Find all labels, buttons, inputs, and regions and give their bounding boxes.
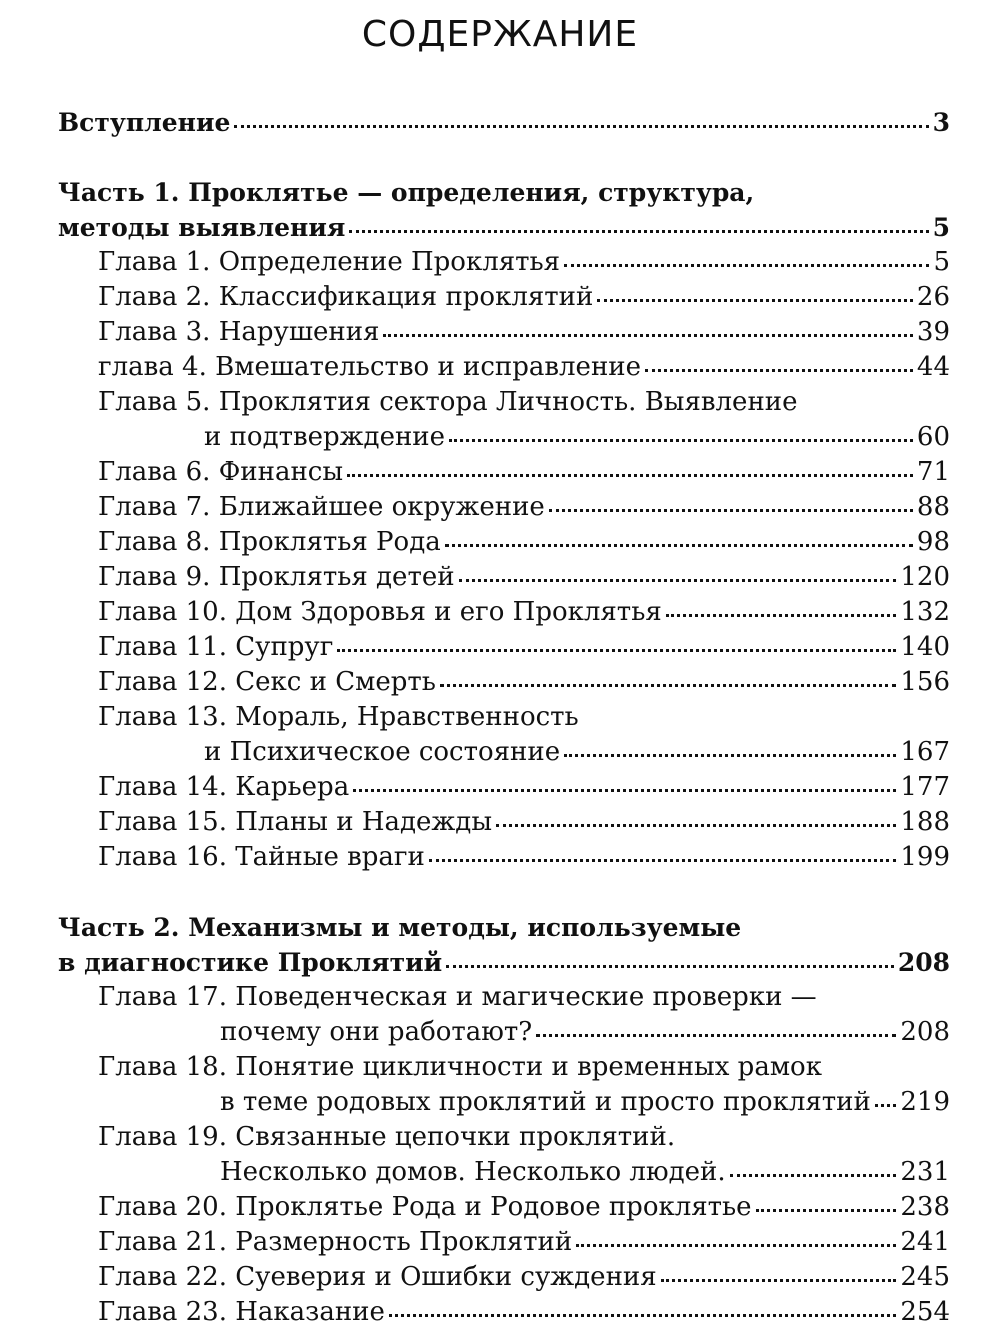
toc-chapter-entry xyxy=(58,245,950,280)
toc-chapter-entry xyxy=(58,630,950,665)
toc-entry-title: Глава 12. Секс и Смерть xyxy=(98,667,436,697)
toc-chapter-entry xyxy=(58,350,950,385)
toc-entry-title: Глава 5. Проклятия сектора Личность. Выявление xyxy=(98,387,798,417)
dot-leader xyxy=(576,1244,896,1247)
toc-page-number: 219 xyxy=(900,1087,950,1117)
toc-chapter-entry xyxy=(58,385,950,455)
toc-page-number: 26 xyxy=(916,282,950,312)
toc-chapter-entry xyxy=(58,525,950,560)
toc-entry-title: Глава 10. Дом Здоровья и его Проклятья xyxy=(98,597,662,627)
toc-part-entry xyxy=(58,910,950,980)
toc-entry-title: Глава 18. Понятие цикличности и временных рамок xyxy=(98,1052,822,1082)
dot-leader xyxy=(383,334,912,337)
toc-entry-title: и подтверждение xyxy=(204,422,445,452)
dot-leader xyxy=(337,649,896,652)
toc-entry-title: в теме родовых проклятий и просто проклятий xyxy=(220,1087,871,1117)
toc-entry-title: Глава 2. Классификация проклятий xyxy=(98,282,594,312)
toc-chapter-entry xyxy=(58,560,950,595)
dot-leader xyxy=(234,125,928,128)
toc-chapter-entry xyxy=(58,490,950,525)
dot-leader xyxy=(666,614,897,617)
toc-page-number: 140 xyxy=(900,632,950,662)
toc-page-number: 188 xyxy=(900,807,950,837)
dot-leader xyxy=(353,789,896,792)
toc-part-entry xyxy=(58,175,950,245)
toc-page-number: 5 xyxy=(933,247,950,277)
toc-entry-title: Глава 21. Размерность Проклятий xyxy=(98,1227,573,1257)
dot-leader xyxy=(347,474,913,477)
toc-entry-title: Глава 13. Мораль, Нравственность xyxy=(98,702,579,732)
dot-leader xyxy=(549,509,913,512)
dot-leader xyxy=(496,824,896,827)
toc-chapter-entry xyxy=(58,700,950,770)
toc-page-number: 132 xyxy=(900,597,950,627)
toc-entry-title: Глава 9. Проклятья детей xyxy=(98,562,455,592)
toc-entry-title: Вступление xyxy=(58,108,231,137)
toc-chapter-entry xyxy=(58,315,950,350)
toc-entry-title: Глава 6. Финансы xyxy=(98,457,344,487)
toc-entry-title: Часть 2. Механизмы и методы, используемые xyxy=(58,913,742,942)
toc-entry-title: Глава 1. Определение Проклятья xyxy=(98,247,561,277)
dot-leader xyxy=(661,1279,897,1282)
toc-part-entry xyxy=(58,105,950,140)
toc-chapter-entry xyxy=(58,840,950,875)
toc-chapter-entry xyxy=(58,1295,950,1330)
toc-entry-title: Глава 19. Связанные цепочки проклятий. xyxy=(98,1122,676,1152)
toc-page-number: 39 xyxy=(916,317,950,347)
dot-leader xyxy=(459,579,897,582)
toc-page-number: 199 xyxy=(900,842,950,872)
toc-chapter-entry xyxy=(58,455,950,490)
dot-leader xyxy=(730,1174,897,1177)
toc-page-number: 71 xyxy=(916,457,950,487)
toc-page-number: 156 xyxy=(900,667,950,697)
toc-chapter-entry xyxy=(58,805,950,840)
toc-chapter-entry xyxy=(58,1225,950,1260)
toc-entry-title: Глава 14. Карьера xyxy=(98,772,350,802)
toc-page-number: 44 xyxy=(916,352,950,382)
toc-chapter-entry xyxy=(58,1260,950,1295)
dot-leader xyxy=(597,299,913,302)
toc-page-number: 231 xyxy=(900,1157,950,1187)
toc-chapter-entry xyxy=(58,1120,950,1190)
toc-page-number: 241 xyxy=(900,1227,950,1257)
toc-entry-title: в диагностике Проклятий xyxy=(58,948,443,977)
dot-leader xyxy=(446,965,894,968)
toc-entry-title: и Психическое состояние xyxy=(204,737,561,767)
toc-page-number: 208 xyxy=(897,948,950,977)
page-title: СОДЕРЖАНИЕ xyxy=(361,14,639,55)
dot-leader xyxy=(536,1034,896,1037)
toc-chapter-entry xyxy=(58,1050,950,1120)
toc-page-number: 167 xyxy=(900,737,950,767)
toc-page-number: 120 xyxy=(900,562,950,592)
toc-chapter-entry xyxy=(58,595,950,630)
dot-leader xyxy=(389,1314,896,1317)
toc-chapter-entry xyxy=(58,665,950,700)
dot-leader xyxy=(564,264,929,267)
toc-chapter-entry xyxy=(58,1190,950,1225)
toc-page-number: 88 xyxy=(916,492,950,522)
dot-leader xyxy=(875,1104,897,1107)
dot-leader xyxy=(440,684,896,687)
toc-page-number: 177 xyxy=(900,772,950,802)
dot-leader xyxy=(645,369,913,372)
toc-entry-title: глава 4. Вмешательство и исправление xyxy=(98,352,641,382)
toc-chapter-entry xyxy=(58,980,950,1050)
dot-leader xyxy=(449,439,913,442)
toc-entry-title: Глава 16. Тайные враги xyxy=(98,842,425,872)
toc-page-number: 5 xyxy=(932,213,950,242)
toc-chapter-entry xyxy=(58,770,950,805)
toc-entry-title: Глава 11. Супруг xyxy=(98,632,334,662)
toc-chapter-entry xyxy=(58,280,950,315)
toc-entry-title: Глава 17. Поведенческая и магические проверки — xyxy=(98,982,817,1012)
toc-entry-title: Часть 1. Проклятье — определения, структура, xyxy=(58,178,755,207)
dot-leader xyxy=(564,754,896,757)
dot-leader xyxy=(756,1209,897,1212)
toc-page-number: 3 xyxy=(932,108,950,137)
toc-entry-title: Глава 15. Планы и Надежды xyxy=(98,807,493,837)
toc-page-number: 208 xyxy=(900,1017,950,1047)
toc-entry-title: Глава 8. Проклятья Рода xyxy=(98,527,441,557)
toc-page-number: 238 xyxy=(900,1192,950,1222)
toc-page-number: 254 xyxy=(900,1297,950,1327)
dot-leader xyxy=(445,544,913,547)
toc-entry-title: методы выявления xyxy=(58,213,346,242)
toc-page-number: 98 xyxy=(916,527,950,557)
toc-entry-title: почему они работают? xyxy=(220,1017,533,1047)
toc-page-number: 245 xyxy=(900,1262,950,1292)
dot-leader xyxy=(349,230,928,233)
dot-leader xyxy=(429,859,897,862)
toc-entry-title: Глава 20. Проклятье Рода и Родовое проклятье xyxy=(98,1192,752,1222)
toc-entry-title: Глава 23. Наказание xyxy=(98,1297,385,1327)
toc-entry-title: Глава 7. Ближайшее окружение xyxy=(98,492,545,522)
toc-entry-title: Глава 3. Нарушения xyxy=(98,317,380,347)
toc-page-number: 60 xyxy=(916,422,950,452)
toc-entry-title: Несколько домов. Несколько людей. xyxy=(220,1157,726,1187)
toc-entry-title: Глава 22. Суеверия и Ошибки суждения xyxy=(98,1262,657,1292)
